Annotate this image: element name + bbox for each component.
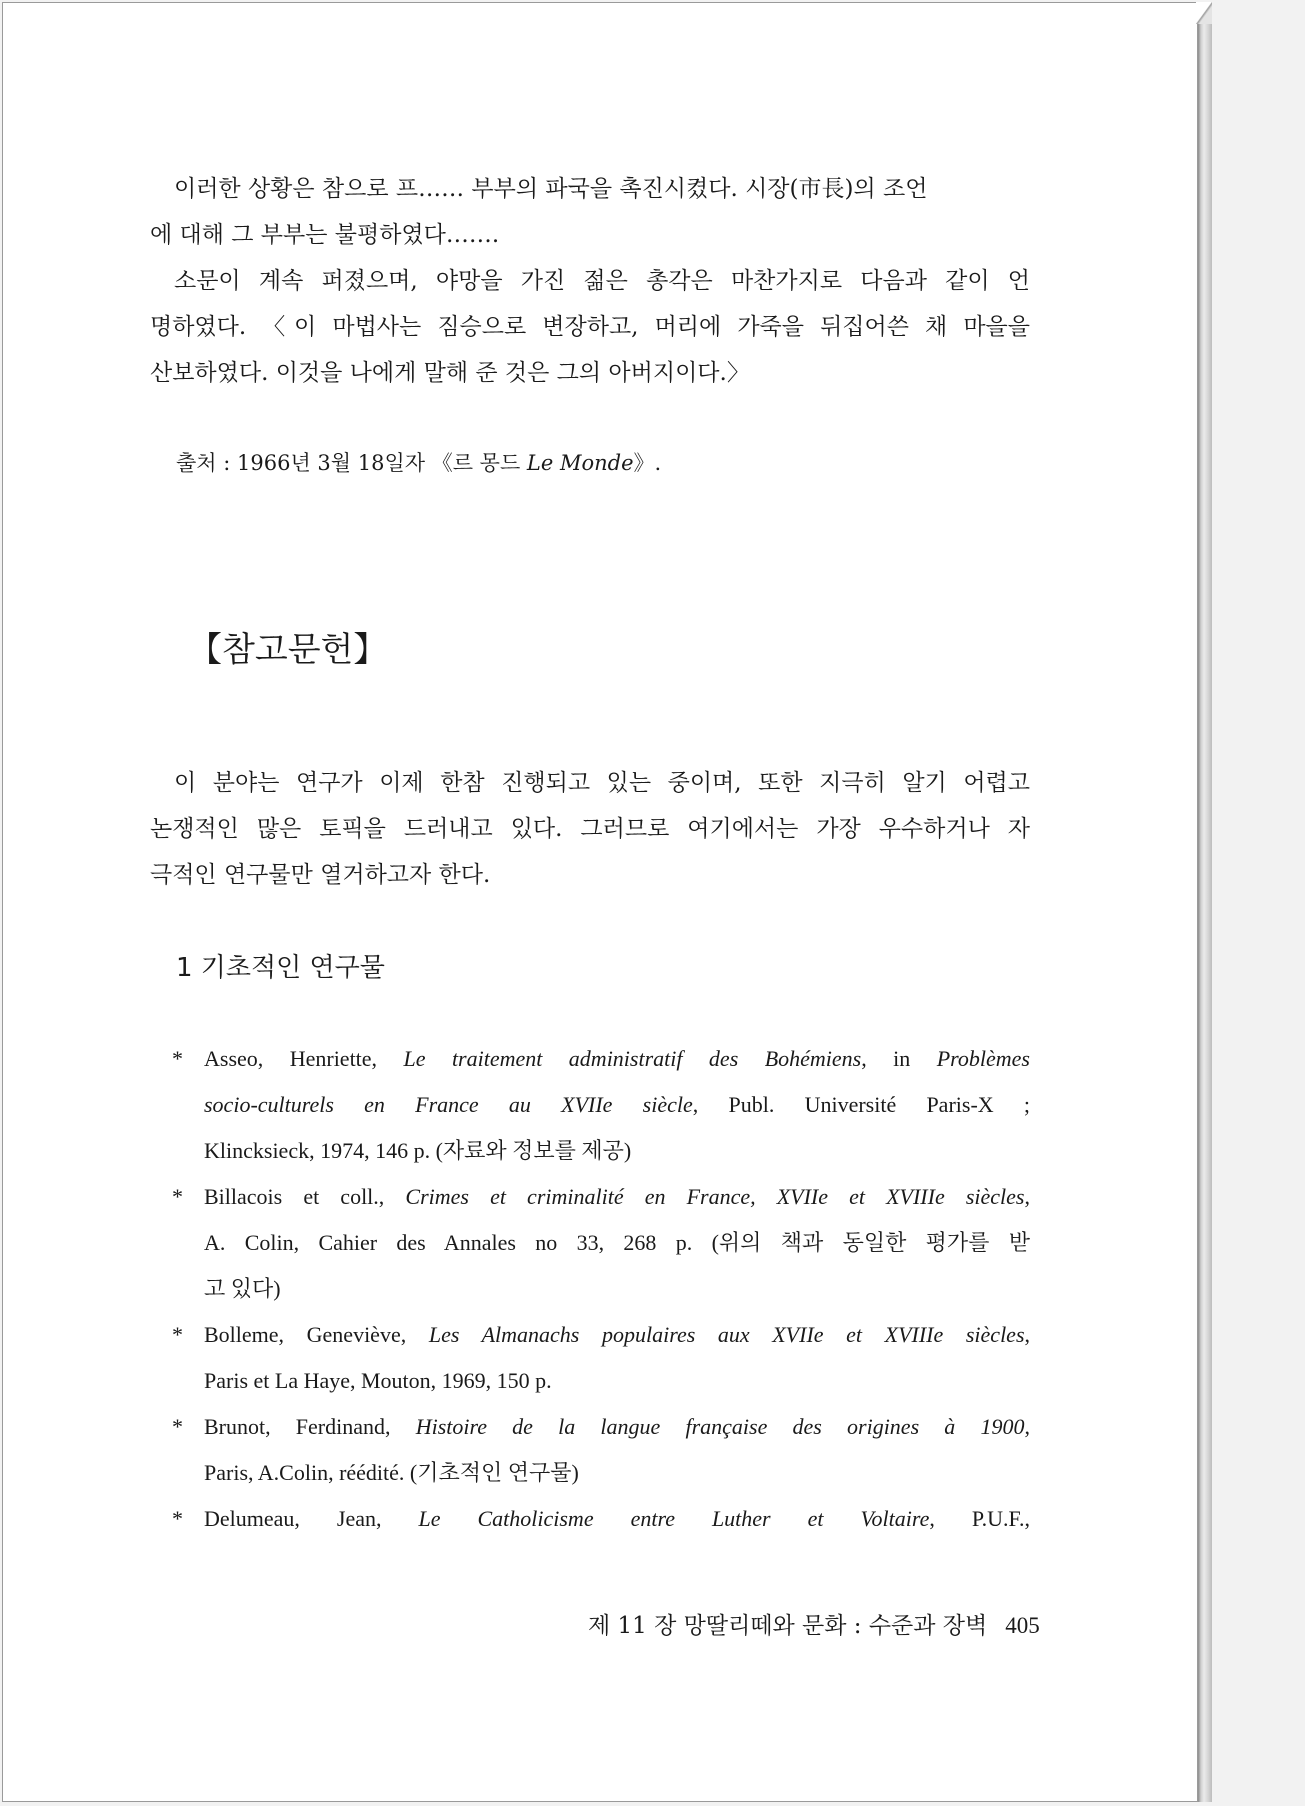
entry-text: , in (861, 1046, 937, 1071)
entry-title: socio-culturels en France au XVIIe siècle (204, 1092, 693, 1117)
bibliography-entry (172, 1404, 1030, 1496)
entry-line (204, 1036, 1030, 1082)
paragraph-line: 명하였다. 〈이 마법사는 짐승으로 변장하고, 머리에 가죽을 뒤집어쓴 채 마을을 (150, 314, 1030, 340)
page-stack-edge (1198, 4, 1212, 1802)
bullet-star: * (172, 1046, 183, 1071)
entry-line: Paris et La Haye, Mouton, 1969, 150 p. (204, 1368, 552, 1393)
paragraph-line: 소문이 계속 퍼졌으며, 야망을 가진 젊은 총각은 마찬가지로 다음과 같이 언 (174, 268, 1030, 294)
bibliography-entry (172, 1312, 1030, 1404)
entry-text: , (1024, 1414, 1030, 1439)
entry-line (204, 1404, 1030, 1450)
entry-line: A. Colin, Cahier des Annales no 33, 268 p. (위의 책과 동일한 평가를 받 (204, 1230, 1030, 1255)
source-title: Le Monde (526, 451, 634, 475)
bullet-star: * (172, 1322, 183, 1347)
paragraph-line: 이 분야는 연구가 이제 한참 진행되고 있는 중이며, 또한 지극히 알기 어렵고 (174, 770, 1030, 796)
entry-line: Klincksieck, 1974, 146 p. (자료와 정보를 제공) (204, 1138, 632, 1163)
paragraph-1 (150, 166, 1030, 258)
bullet-star: * (172, 1506, 183, 1531)
paragraph-line: 산보하였다. 이것을 나에게 말해 준 것은 그의 아버지이다.〉 (150, 360, 750, 386)
entry-title: Crimes et criminalité en France, XVIIe et XVIIIe siècles (405, 1184, 1025, 1209)
bibliography-entry (172, 1496, 1030, 1542)
section-heading: 【참고문헌】 (188, 630, 388, 670)
entry-line (204, 1496, 1030, 1542)
entry-line (204, 1312, 1030, 1358)
source-suffix: 》. (633, 451, 662, 475)
paragraph-line: 극적인 연구물만 열거하고자 한다. (150, 862, 491, 888)
entry-author: Billacois et coll., (204, 1184, 406, 1209)
entry-author: Asseo, Henriette, (204, 1046, 404, 1071)
chapter-title: 제 11 장 망딸리떼와 문화 : 수준과 장벽 (588, 1613, 988, 1639)
paragraph-line: 이러한 상황은 참으로 프…… 부부의 파국을 촉진시켰다. 시장(市長)의 조언 (174, 176, 928, 202)
entry-text: , (1024, 1184, 1030, 1209)
entry-text: , Publ. Université Paris-X ; (692, 1092, 1030, 1117)
page-corner (1196, 2, 1212, 24)
entry-text: , P.U.F., (929, 1506, 1030, 1531)
entry-line (204, 1082, 1030, 1128)
entry-title: Histoire de la langue française des origines à 1900 (415, 1414, 1025, 1439)
paragraph-line: 에 대해 그 부부는 불평하였다……. (150, 222, 500, 248)
bullet-star: * (172, 1184, 183, 1209)
intro-paragraph (150, 760, 1030, 898)
entry-title: Problèmes (936, 1046, 1030, 1071)
source-citation (176, 446, 661, 480)
page-number: 405 (1005, 1613, 1040, 1638)
paragraph-2 (150, 258, 1030, 396)
running-footer (588, 1608, 1040, 1644)
source-prefix: 출처 : 1966년 3월 18일자 《르 몽드 (176, 451, 527, 475)
bibliography-entry (172, 1036, 1030, 1174)
subsection-heading: 1 기초적인 연구물 (176, 953, 385, 983)
entry-line: 고 있다) (204, 1276, 281, 1301)
entry-author: Delumeau, Jean, (204, 1506, 419, 1531)
entry-author: Brunot, Ferdinand, (204, 1414, 416, 1439)
bullet-star: * (172, 1414, 183, 1439)
paragraph-line: 논쟁적인 많은 토픽을 드러내고 있다. 그러므로 여기에서는 가장 우수하거나 자 (150, 816, 1030, 842)
entry-line (204, 1174, 1030, 1220)
entry-text: , (1024, 1322, 1031, 1347)
entry-line: Paris, A.Colin, réédité. (기초적인 연구물) (204, 1460, 579, 1485)
entry-author: Bolleme, Geneviève, (204, 1322, 429, 1347)
entry-title: Les Almanachs populaires aux XVIIe et XVIIIe siècles (428, 1322, 1025, 1347)
entry-title: Le traitement administratif des Bohémiens (403, 1046, 862, 1071)
bibliography-entry (172, 1174, 1030, 1312)
entry-title: Le Catholicisme entre Luther et Voltaire (418, 1506, 930, 1531)
